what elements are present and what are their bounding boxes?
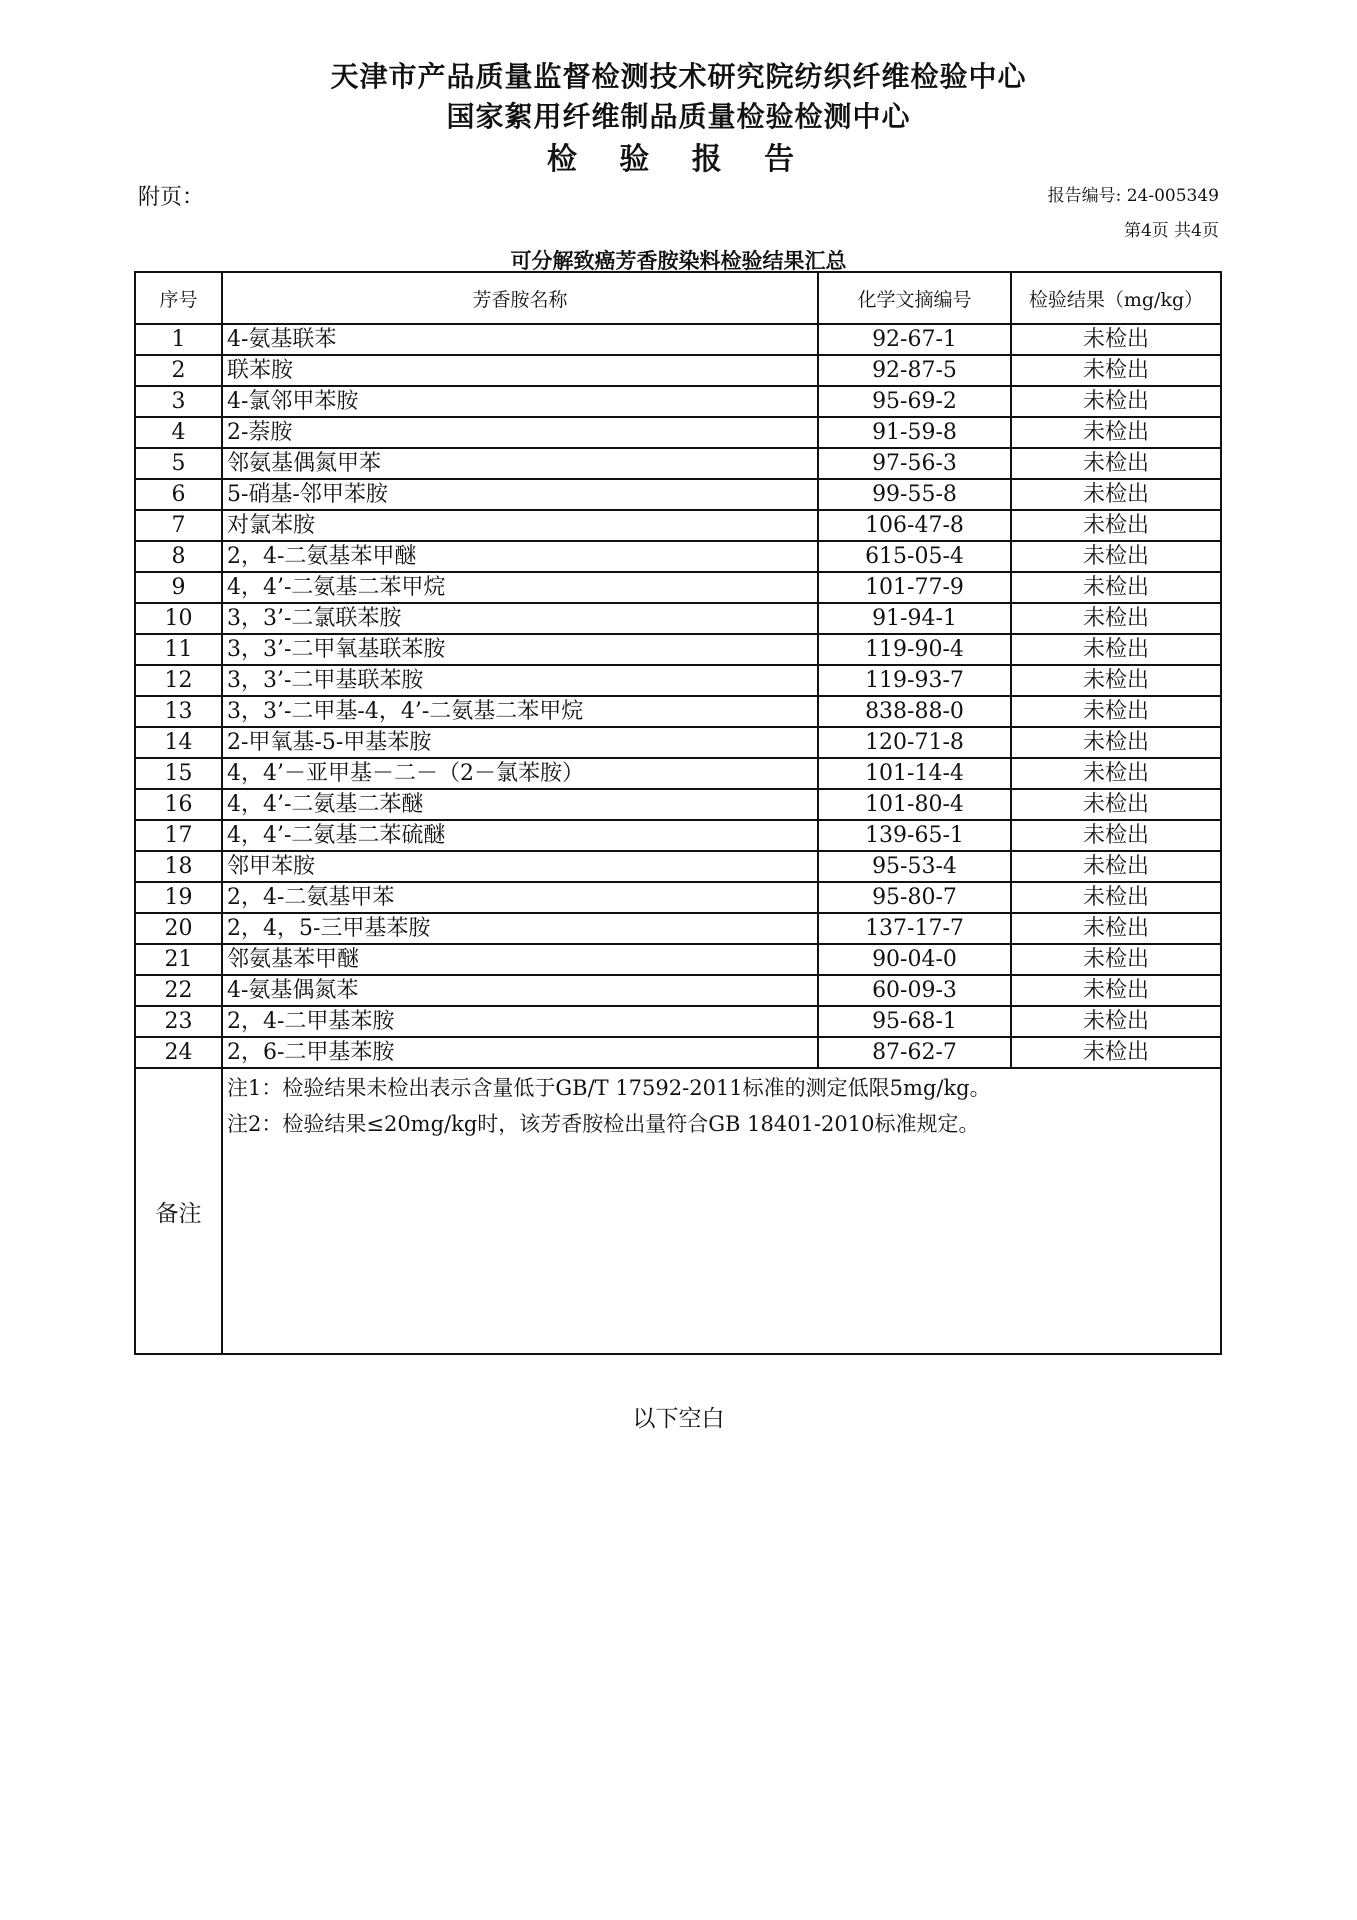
cell-result: 未检出 <box>1011 789 1221 820</box>
cell-index: 19 <box>135 882 222 913</box>
cell-amine-name: 4，4’－亚甲基－二－（2－氯苯胺） <box>222 758 818 789</box>
table-body <box>135 324 1221 1068</box>
cell-index: 16 <box>135 789 222 820</box>
page-number: 第4页 共4页 <box>1123 221 1219 241</box>
cell-amine-name: 邻氨基偶氮甲苯 <box>222 448 818 479</box>
table-row <box>135 944 1221 975</box>
cell-index: 14 <box>135 727 222 758</box>
table-row <box>135 696 1221 727</box>
cell-result: 未检出 <box>1011 1006 1221 1037</box>
appendix-label: 附页： <box>138 185 205 210</box>
cell-cas-number: 91-59-8 <box>818 417 1011 448</box>
col-header-name: 芳香胺名称 <box>222 272 818 324</box>
cell-index: 9 <box>135 572 222 603</box>
cell-index: 20 <box>135 913 222 944</box>
cell-result: 未检出 <box>1011 355 1221 386</box>
note-1: 注1：检验结果未检出表示含量低于GB/T 17592-2011标准的测定低限5mg/kg。 <box>227 1076 991 1100</box>
table-header-row <box>135 272 1221 324</box>
cell-cas-number: 119-90-4 <box>818 634 1011 665</box>
cell-cas-number: 101-80-4 <box>818 789 1011 820</box>
cell-amine-name: 4-氨基偶氮苯 <box>222 975 818 1006</box>
cell-index: 22 <box>135 975 222 1006</box>
cell-amine-name: 2，4，5-三甲基苯胺 <box>222 913 818 944</box>
org-name-line1: 天津市产品质量监督检测技术研究院纺织纤维检验中心 <box>330 60 1027 93</box>
cell-index: 1 <box>135 324 222 355</box>
table-row <box>135 882 1221 913</box>
note-2: 注2：检验结果≤20mg/kg时，该芳香胺检出量符合GB 18401-2010标准规定。 <box>227 1112 980 1136</box>
cell-amine-name: 3，3’-二甲氧基联苯胺 <box>222 634 818 665</box>
cell-cas-number: 90-04-0 <box>818 944 1011 975</box>
cell-amine-name: 3，3’-二甲基-4，4’-二氨基二苯甲烷 <box>222 696 818 727</box>
cell-cas-number: 120-71-8 <box>818 727 1011 758</box>
cell-result: 未检出 <box>1011 324 1221 355</box>
cell-index: 24 <box>135 1037 222 1068</box>
table-row <box>135 541 1221 572</box>
table-row <box>135 820 1221 851</box>
cell-result: 未检出 <box>1011 386 1221 417</box>
cell-cas-number: 615-05-4 <box>818 541 1011 572</box>
cell-index: 4 <box>135 417 222 448</box>
document-title: 检 验 报 告 <box>546 142 811 177</box>
cell-result: 未检出 <box>1011 851 1221 882</box>
cell-result: 未检出 <box>1011 510 1221 541</box>
cell-index: 18 <box>135 851 222 882</box>
cell-amine-name: 2，4-二氨基甲苯 <box>222 882 818 913</box>
cell-amine-name: 2，6-二甲基苯胺 <box>222 1037 818 1068</box>
cell-result: 未检出 <box>1011 448 1221 479</box>
report-number: 报告编号: 24-005349 <box>1047 186 1219 206</box>
table-row <box>135 913 1221 944</box>
cell-result: 未检出 <box>1011 944 1221 975</box>
notes-row <box>135 1068 1221 1354</box>
cell-result: 未检出 <box>1011 572 1221 603</box>
cell-result: 未检出 <box>1011 634 1221 665</box>
cell-index: 17 <box>135 820 222 851</box>
cell-amine-name: 对氯苯胺 <box>222 510 818 541</box>
table-row <box>135 634 1221 665</box>
cell-cas-number: 95-80-7 <box>818 882 1011 913</box>
cell-cas-number: 95-68-1 <box>818 1006 1011 1037</box>
table-row <box>135 1006 1221 1037</box>
notes-label: 备注 <box>135 1068 222 1354</box>
cell-index: 7 <box>135 510 222 541</box>
cell-cas-number: 101-14-4 <box>818 758 1011 789</box>
cell-index: 10 <box>135 603 222 634</box>
cell-cas-number: 101-77-9 <box>818 572 1011 603</box>
cell-index: 21 <box>135 944 222 975</box>
cell-index: 8 <box>135 541 222 572</box>
table-row <box>135 386 1221 417</box>
cell-amine-name: 5-硝基-邻甲苯胺 <box>222 479 818 510</box>
cell-amine-name: 3，3’-二甲基联苯胺 <box>222 665 818 696</box>
cell-amine-name: 2-甲氧基-5-甲基苯胺 <box>222 727 818 758</box>
cell-cas-number: 106-47-8 <box>818 510 1011 541</box>
cell-result: 未检出 <box>1011 541 1221 572</box>
cell-amine-name: 4，4’-二氨基二苯甲烷 <box>222 572 818 603</box>
table-row <box>135 324 1221 355</box>
cell-cas-number: 87-62-7 <box>818 1037 1011 1068</box>
table-row <box>135 448 1221 479</box>
cell-cas-number: 139-65-1 <box>818 820 1011 851</box>
cell-index: 23 <box>135 1006 222 1037</box>
table-row <box>135 603 1221 634</box>
table-title: 可分解致癌芳香胺染料检验结果汇总 <box>510 249 847 273</box>
cell-index: 11 <box>135 634 222 665</box>
cell-result: 未检出 <box>1011 479 1221 510</box>
footer-blank-note: 以下空白 <box>632 1406 725 1432</box>
cell-result: 未检出 <box>1011 882 1221 913</box>
cell-cas-number: 91-94-1 <box>818 603 1011 634</box>
notes-cell <box>222 1068 1221 1354</box>
cell-cas-number: 92-67-1 <box>818 324 1011 355</box>
table-row <box>135 572 1221 603</box>
table-row <box>135 851 1221 882</box>
col-header-index: 序号 <box>135 272 222 324</box>
cell-amine-name: 2，4-二甲基苯胺 <box>222 1006 818 1037</box>
cell-result: 未检出 <box>1011 820 1221 851</box>
cell-index: 2 <box>135 355 222 386</box>
cell-amine-name: 4-氨基联苯 <box>222 324 818 355</box>
cell-index: 5 <box>135 448 222 479</box>
cell-result: 未检出 <box>1011 758 1221 789</box>
cell-index: 15 <box>135 758 222 789</box>
cell-cas-number: 95-69-2 <box>818 386 1011 417</box>
cell-result: 未检出 <box>1011 696 1221 727</box>
table-row <box>135 975 1221 1006</box>
cell-cas-number: 60-09-3 <box>818 975 1011 1006</box>
cell-amine-name: 联苯胺 <box>222 355 818 386</box>
cell-amine-name: 4-氯邻甲苯胺 <box>222 386 818 417</box>
cell-amine-name: 邻氨基苯甲醚 <box>222 944 818 975</box>
org-name-line2: 国家絮用纤维制品质量检验检测中心 <box>446 100 911 133</box>
table-row <box>135 758 1221 789</box>
cell-result: 未检出 <box>1011 727 1221 758</box>
cell-amine-name: 4，4’-二氨基二苯醚 <box>222 789 818 820</box>
cell-result: 未检出 <box>1011 417 1221 448</box>
table-row <box>135 727 1221 758</box>
table-row <box>135 510 1221 541</box>
cell-amine-name: 2-萘胺 <box>222 417 818 448</box>
cell-amine-name: 4，4’-二氨基二苯硫醚 <box>222 820 818 851</box>
cell-result: 未检出 <box>1011 603 1221 634</box>
results-table <box>134 271 1222 1355</box>
cell-result: 未检出 <box>1011 913 1221 944</box>
cell-index: 13 <box>135 696 222 727</box>
cell-cas-number: 92-87-5 <box>818 355 1011 386</box>
cell-index: 6 <box>135 479 222 510</box>
table-row <box>135 417 1221 448</box>
cell-index: 3 <box>135 386 222 417</box>
cell-cas-number: 838-88-0 <box>818 696 1011 727</box>
cell-cas-number: 119-93-7 <box>818 665 1011 696</box>
col-header-result: 检验结果（mg/kg） <box>1011 272 1221 324</box>
cell-cas-number: 95-53-4 <box>818 851 1011 882</box>
table-row <box>135 479 1221 510</box>
cell-amine-name: 2，4-二氨基苯甲醚 <box>222 541 818 572</box>
cell-index: 12 <box>135 665 222 696</box>
cell-cas-number: 99-55-8 <box>818 479 1011 510</box>
table-row <box>135 1037 1221 1068</box>
cell-amine-name: 邻甲苯胺 <box>222 851 818 882</box>
cell-amine-name: 3，3’-二氯联苯胺 <box>222 603 818 634</box>
cell-result: 未检出 <box>1011 1037 1221 1068</box>
cell-result: 未检出 <box>1011 975 1221 1006</box>
table-row <box>135 355 1221 386</box>
table-row <box>135 665 1221 696</box>
cell-cas-number: 97-56-3 <box>818 448 1011 479</box>
cell-result: 未检出 <box>1011 665 1221 696</box>
cell-cas-number: 137-17-7 <box>818 913 1011 944</box>
col-header-cas: 化学文摘编号 <box>818 272 1011 324</box>
table-row <box>135 789 1221 820</box>
